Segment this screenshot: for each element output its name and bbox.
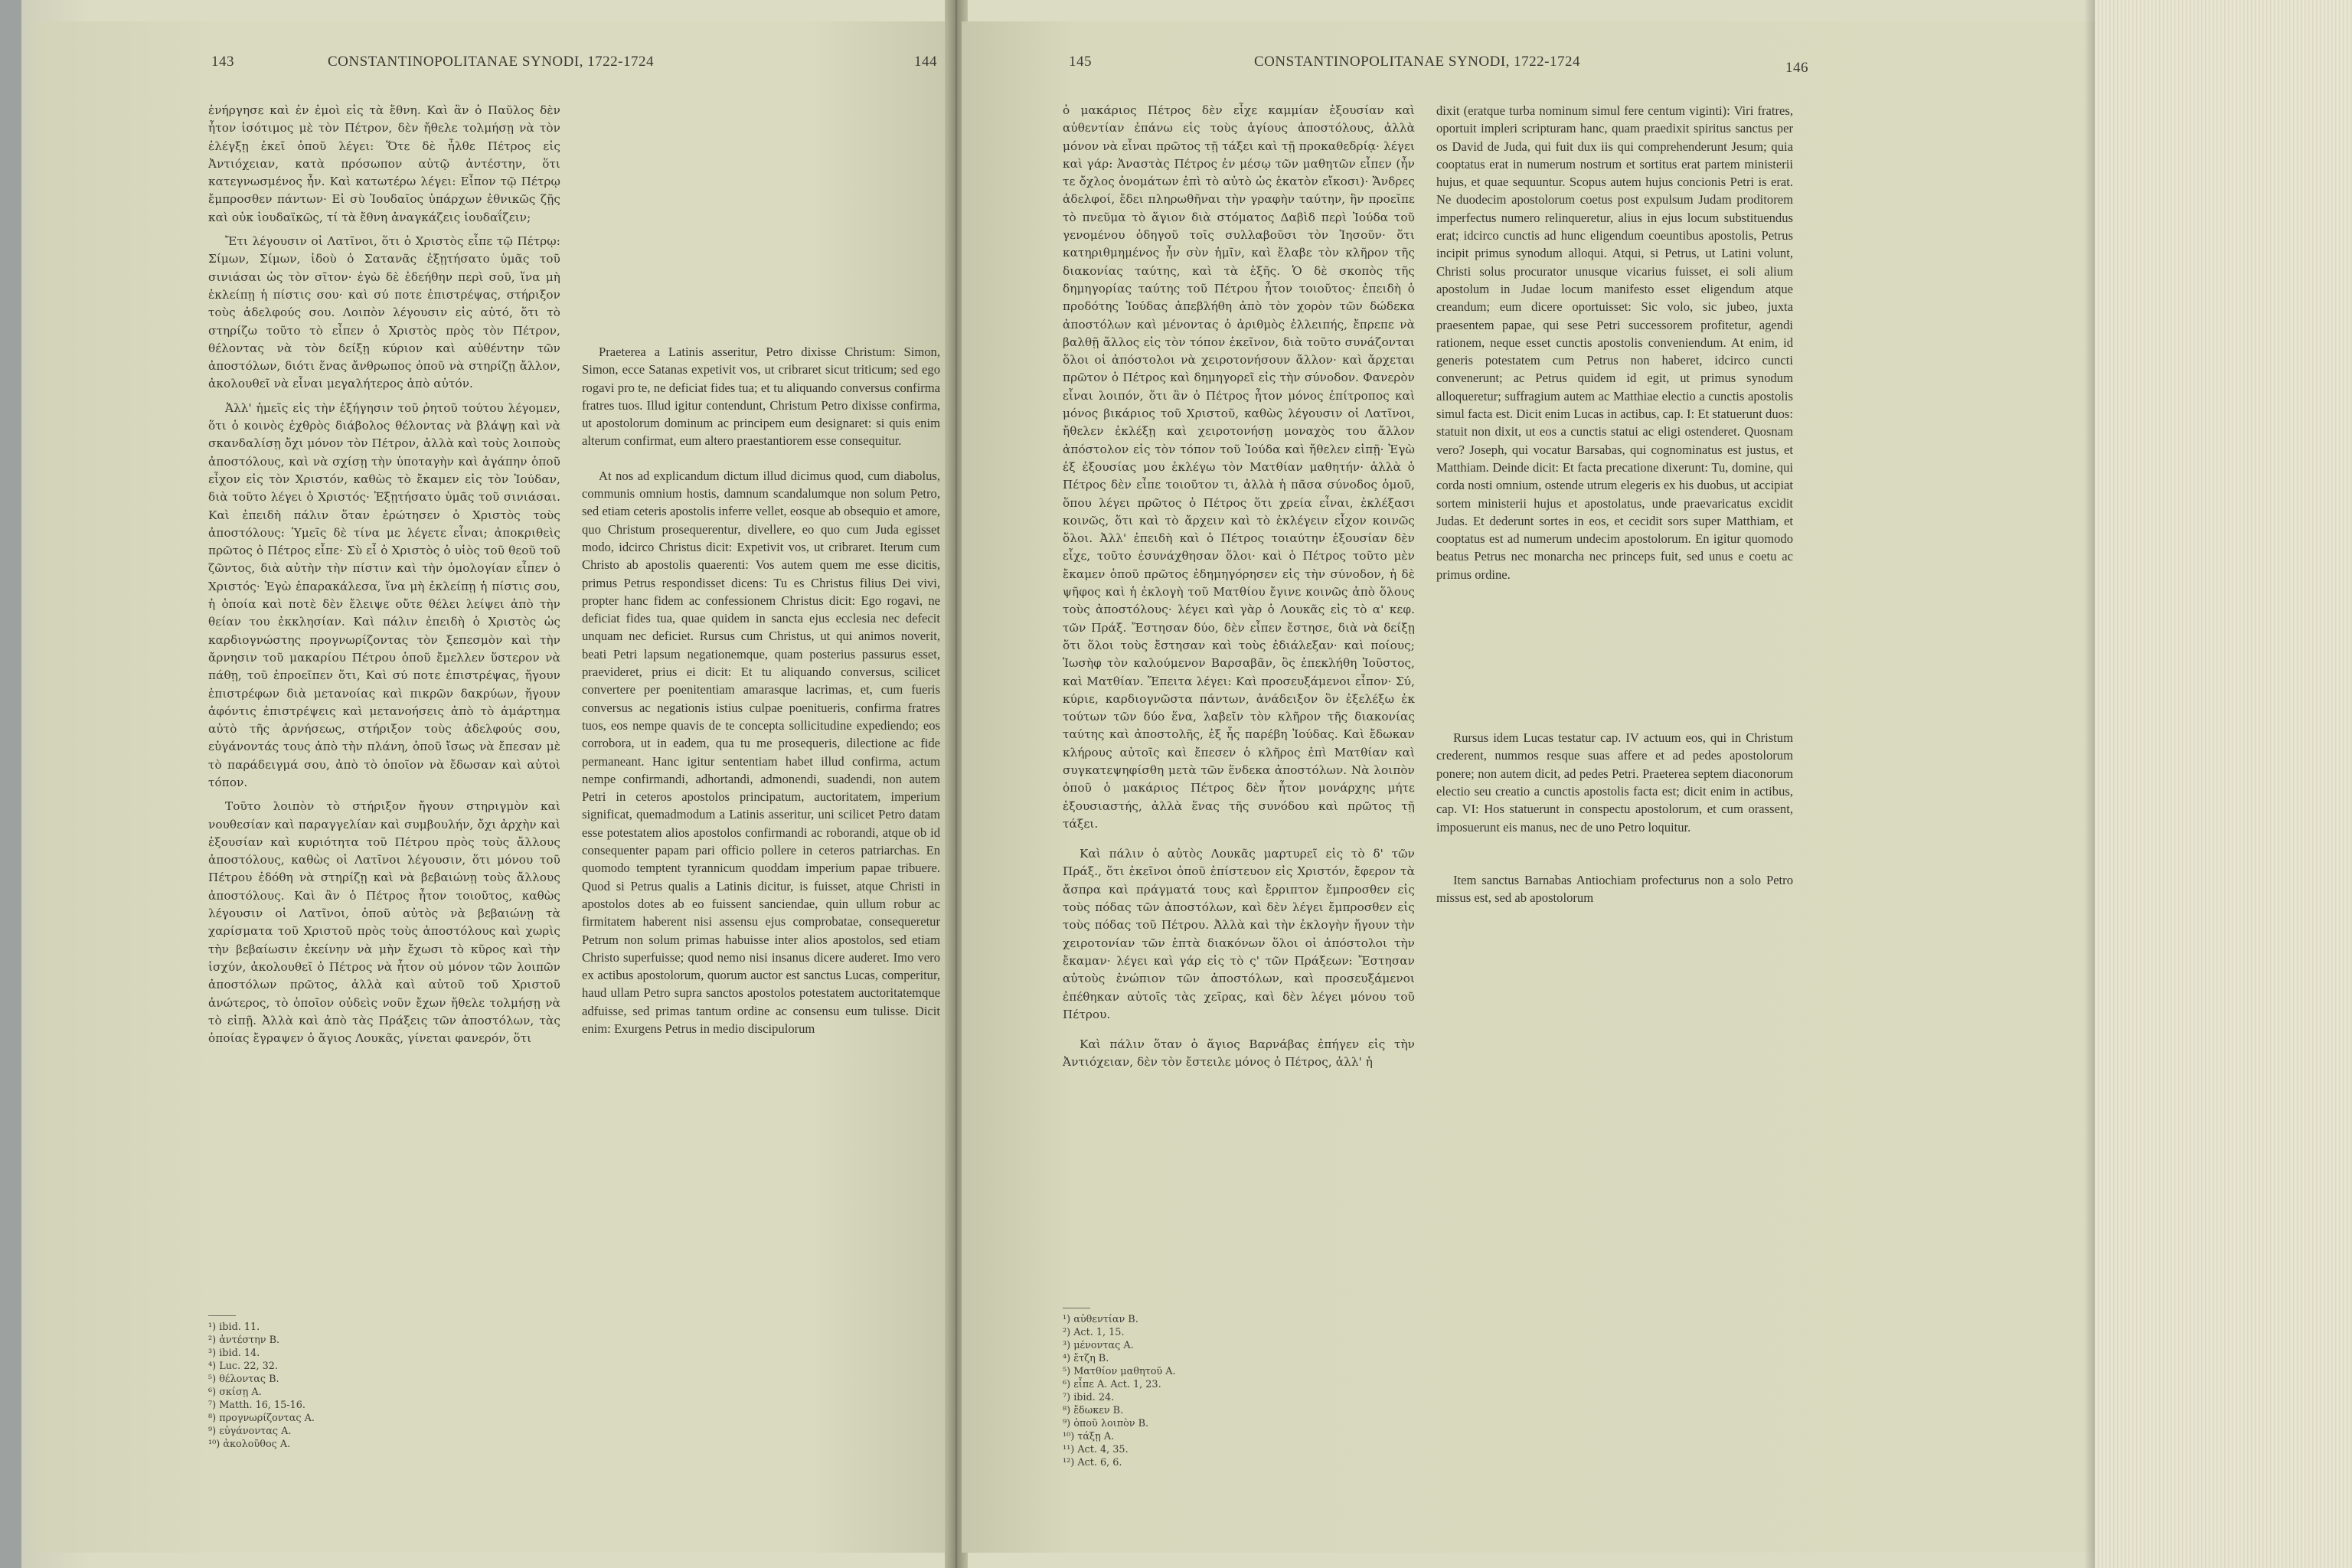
footnote: ¹) ibid. 11. [208, 1321, 260, 1333]
latin-paragraph: Rursus idem Lucas testatur cap. IV actuum eos, qui in Christum crederent, nummos resque suas affere et ad pedes apostolorum ponere; non autem dicit, ad pedes Petri. Praeterea septem diaconorum electio seu creatio a cunctis apostolis facta est; dicit enim in actibus, cap. VI: Hos statuerunt in conspectu apostolorum, et cum orassent, imposuerunt eis manus, nec de uno Petro loquitur. [1436, 730, 1793, 835]
footnote: ¹¹) Act. 4, 35. [1063, 1444, 1129, 1455]
page-number-146: 146 [1785, 60, 1808, 76]
footnote: ¹) αὐθεντίαν B. [1063, 1314, 1138, 1325]
footnotes [208, 1315, 315, 1451]
footnote: ⁵) Ματθίον μαθητοῦ A. [1063, 1366, 1176, 1377]
footnote: ¹²) Act. 6, 6. [1063, 1457, 1122, 1468]
footnote: ²) ἀντέστην B. [208, 1334, 280, 1346]
left-running-head [35, 54, 946, 77]
greek-paragraph: Ἔτι λέγουσιν οἱ Λατῖνοι, ὅτι ὁ Χριστὸς εἶπε τῷ Πέτρῳ: Σίμων, Σίμων, ἰδοὺ ὁ Σατανᾶς ἐξῃτήσατο ὑμᾶς τοῦ σινιάσαι ὡς τὸν σῖτον· ἐγὼ δὲ ἐδεήθην περὶ σοῦ, ἵνα μὴ ἐκλείπῃ ἡ πίστις σου· καὶ σύ ποτε ἐπιστρέψας, στήριξον τοὺς ἀδελφούς σου. Λοιπὸν λέγουσιν εἰς αὐτό, ὅτι τὸ στηρίζω τοῦτο τὸ εἶπεν ὁ Χριστὸς πρὸς τὸν Πέτρον, θέλοντας νὰ τὸν δείξῃ κύριον καὶ αὐθέντην τῶν ἀποστόλων, διότι ἕνας ἄνθρωπος ὁποῦ νὰ στηρίζῃ ἄλλον, ἀκολουθεῖ νὰ εἶναι μεγαλήτερος ἀπὸ αὐτόν. [208, 234, 560, 391]
greek-column [208, 102, 560, 1054]
right-running-head [962, 54, 2095, 77]
greek-paragraph: Τοῦτο λοιπὸν τὸ στήριξον ἤγουν στηριγμὸν καὶ νουθεσίαν καὶ παραγγελίαν καὶ συμβουλήν, ὄχι ἀρχὴν καὶ ἐξουσίαν καὶ κυριότητα τοῦ Πέτρου πρὸς τοὺς ἄλλους ἀποστόλους, καθὼς οἱ Λατῖνοι λέγουσιν, ὅτι μόνου τοῦ Πέτρου ἐδόθη νὰ στηρίζῃ καὶ νὰ βεβαιώνῃ τοὺς ἄλλους ἀποστόλους. Καὶ ἂν ὁ Πέτρος ἦτον τοιοῦτος, καθὼς λέγουσιν οἱ Λατῖνοι, ὁποῦ αὐτὸς νὰ βεβαιώνῃ τὰ χαρίσματα τοῦ Χριστοῦ πρὸς τοὺς ἀποστόλους καὶ χωρὶς τὴν βεβαίωσιν ἐκείνην νὰ μὴν ἔχωσι τὸ κῦρος καὶ τὴν ἰσχύν, ἀκολουθεῖ ὁ Πέτρος νὰ ἦτον οὐ μόνον τῶν λοιπῶν ἀποστόλων πρῶτος, ἀλλὰ καὶ αὐτοῦ τοῦ Χριστοῦ ἀνώτερος, τὸ ὁποῖον οὐδεὶς νοῦν ἔχων ἤθελε τολμήσῃ νὰ τὸ εἰπῇ. Ἀλλὰ καὶ ἀπὸ τὰς Πράξεις τῶν ἀποστόλων, τὰς ὁποίας ἔγραψεν ὁ ἅγιος Λουκᾶς, γίνεται φανερόν, ὅτι [208, 799, 560, 1046]
footnote: ⁸) ἔδωκεν B. [1063, 1405, 1124, 1416]
running-title: CONSTANTINOPOLITANAE SYNODI, 1722-1724 [1253, 54, 1580, 70]
latin-column [582, 343, 940, 1044]
page-number-144: 144 [914, 54, 937, 70]
greek-paragraph: Ἀλλ' ἡμεῖς εἰς τὴν ἐξήγησιν τοῦ ῥητοῦ τούτου λέγομεν, ὅτι ὁ κοινὸς ἐχθρὸς διάβολος θέλοντας νὰ βλάψῃ καὶ νὰ σκανδαλίσῃ ὄχι μόνον τὸν Πέτρον, ἀλλὰ καὶ τοὺς λοιποὺς ἀποστόλους, καὶ νὰ σχίσῃ τὴν ὑποταγὴν καὶ ἀγάπην ὁποῦ εἶχον εἰς τὸν Χριστόν, καθὼς τὸ ἔκαμεν εἰς τὸν Ἰούδαν, διὰ τοῦτο λέγει ὁ Χριστός· Ἐξῃτήσατο ὑμᾶς τοῦ σινιάσαι. Καὶ ἐπειδὴ πάλιν ὅταν ἐρώτησεν ὁ Χριστὸς τοὺς ἀποστόλους: Ὑμεῖς δὲ τίνα με λέγετε εἶναι; ἀποκριθεὶς πρῶτος ὁ Πέτρος εἶπε· Σὺ εἶ ὁ Χριστὸς ὁ υἱὸς τοῦ θεοῦ τοῦ ζῶντος, διὰ αὐτὴν τὴν πίστιν καὶ τὴν ὁμολογίαν εἶπεν ὁ Χριστός· Ἐγὼ ἐπαρακάλεσα, ἵνα μὴ ἐκλείπῃ ἡ πίστις σου, ἡ ὁποία καὶ ποτὲ δὲν ἔλειψε οὔτε θέλει λείψει ἀπὸ τὴν θείαν του ἐκκλησίαν. Καὶ πάλιν ἐπειδὴ ὁ Χριστὸς ὡς καρδιογνώστης προγνωρίζοντας τὸν ξεπεσμὸν καὶ τὴν ἄρνησιν τοῦ μακαρίου Πέτρου ὁποῦ ἔμελλεν ὕστερον νὰ πάθῃ, τοῦ ἐπροεῖπεν ὅτι, Καὶ σύ ποτε ἐπιστρέψας, ἤγουν ἐπιστρέφων διὰ μετανοίας καὶ πικρῶν δακρύων, ἤγουν ἀφόντις ἐπιστρέψεις καὶ μετανοήσεις ἀπὸ τὸ ἁμάρτημα αὐτὸ τῆς ἀρνήσεως, στήριξον τοὺς ἀδελφούς σου, εὐγάνοντάς τους ἀπὸ τὴν πλάνη, ὁποῦ ἴσως νὰ ἔπεσαν μὲ τὸ παράδειγμά σου, ἀπὸ τὸ ὁποῖον νὰ ἔδωσαν καὶ αὐτοὶ τόπον. [208, 400, 560, 789]
footnote: ⁴) ἔτζη B. [1063, 1353, 1109, 1364]
left-page [35, 21, 946, 1553]
footnote: ⁵) θέλοντας B. [208, 1374, 279, 1385]
greek-paragraph: ἐνήργησε καὶ ἐν ἐμοὶ εἰς τὰ ἔθνη. Καὶ ἂν ὁ Παῦλος δὲν ἦτον ἰσότιμος μὲ τὸν Πέτρον, δὲν ἤθελε τολμήσῃ νὰ τὸν ἐλέγξῃ ἐκεῖ ὁποῦ λέγει: Ὅτε δὲ ἦλθε Πέτρος εἰς Ἀντιόχειαν, κατὰ πρόσωπον αὐτῷ ἀντέστην, ὅτι κατεγνωσμένος ἦν. Καὶ κατωτέρω λέγει: Εἶπον τῷ Πέτρῳ ἔμπροσθεν πάντων· Εἰ σὺ Ἰουδαῖος ὑπάρχων ἐθνικῶς ζῇς καὶ οὐκ ἰουδαϊκῶς, τί τὰ ἔθνη ἀναγκάζεις ἰουδαΐζειν; [208, 103, 560, 224]
open-book [21, 0, 2352, 1568]
greek-paragraph: ὁ μακάριος Πέτρος δὲν εἶχε καμμίαν ἐξουσίαν καὶ αὐθεντίαν ἐπάνω εἰς τοὺς ἁγίους ἀποστόλους, ἀλλὰ μόνον νὰ εἶναι πρῶτος τῇ τάξει καὶ τῇ προκαθεδρίᾳ· λέγει καὶ γάρ: Ἀναστὰς Πέτρος ἐν μέσῳ τῶν μαθητῶν εἶπεν (ἦν τε ὄχλος ὀνομάτων ἐπὶ τὸ αὐτὸ ὡς ἑκατὸν εἴκοσι)· Ἄνδρες ἀδελφοί, ἔδει πληρωθῆναι τὴν γραφὴν ταύτην, ἣν προεῖπε τὸ πνεῦμα τὸ ἅγιον διὰ στόματος Δαβὶδ περὶ Ἰούδα τοῦ γενομένου ὁδηγοῦ τοῖς συλλαβοῦσι τὸν Ἰησοῦν· ὅτι κατηριθμημένος ἦν σὺν ἡμῖν, καὶ ἔλαβε τὸν κλῆρον τῆς διακονίας ταύτης, καὶ τὰ ἑξῆς. Ὁ δὲ σκοπὸς τῆς δημηγορίας ταύτης τοῦ Πέτρου ἦτον τοιοῦτος· ἐπειδὴ ὁ προδότης Ἰούδας ἀπεβλήθη ἀπὸ τὸν χορὸν τῶν δώδεκα ἀποστόλων καὶ μένοντας ὁ ἀριθμὸς ἐλλειπής, ἔπρεπε νὰ βαλθῇ ἄλλος εἰς τὸν τόπον ἐκεῖνον, διὰ τοῦτο συνάζονται ὅλοι οἱ ἀπόστολοι νὰ χειροτονήσουν ἄλλον· καὶ ἄρχεται πρῶτον ὁ Πέτρος καὶ δημηγορεῖ εἰς τὴν σύνοδον. Φανερὸν εἶναι λοιπόν, ὅτι ἂν ὁ Πέτρος ἦτον μόνος ἐπίτροπος καὶ μόνος βικάριος τοῦ Χριστοῦ, καθὼς λέγουσιν οἱ Λατῖνοι, ἤθελεν ἐκλέξῃ καὶ χειροτονήσῃ μοναχὸς του ἄλλον ἀπόστολον εἰς τὸν τόπον τοῦ Ἰούδα καὶ ἤθελεν εἰπῇ· Ἐγὼ ἐξ ἐξουσίας μου ἐκλέγω τὸν Ματθίαν μαθητήν· ἀλλὰ ὁ Πέτρος δὲν εἶπε τοιοῦτον τι, ἀλλὰ ἡ πᾶσα σύνοδος ὁμοῦ, ὅπου λέγει πρῶτος ὁ Πέτρος ὅτι χρεία εἶναι, ἐκλέξασι κοινῶς, ὅτι καὶ τὸ ἄρχειν καὶ τὸ ἐκλέγειν εἶχον κοινῶς ὅλοι. Ἀλλ' ἐπειδὴ καὶ ὁ Πέτρος τοιαύτην ἐξουσίαν δὲν εἶχε, τοῦτο ἐσυνάχθησαν ὅλοι· καὶ ὁ Πέτρος τοῦτο μὲν ἔκαμεν ὁποῦ πρῶτος ἐδημηγόρησεν εἰς τὴν σύνοδον, ἡ δὲ ψῆφος καὶ ἡ ἐκλογὴ τοῦ Ματθίου ἔγινε κοινῶς ἀπὸ ὅλους τοὺς ἀποστόλους· λέγει καὶ γὰρ ὁ Λουκᾶς εἰς τὸ α' κεφ. τῶν Πράξ. Ἔστησαν δύο, δὲν εἶπεν ἔστησε, διὰ νὰ δείξῃ ὅτι ὅλοι τοὺς ἔστησαν καὶ τοὺς ἐδιάλεξαν· καὶ ποίους; Ἰωσὴφ τὸν καλούμενον Βαρσαβᾶν, ὃς ἐπεκλήθη Ἰοῦστος, καὶ Ματθίαν. Ἔπειτα λέγει: Καὶ προσευξάμενοι εἶπον· Σύ, κύριε, καρδιογνῶστα πάντων, ἀνάδειξον ὃν ἐξελέξω ἐκ τούτων τῶν δύο ἕνα, λαβεῖν τὸν κλῆρον τῆς διακονίας ταύτης καὶ ἀποστολῆς, ἐξ ἧς παρέβη Ἰούδας. Καὶ ἔδωκαν κλήρους αὐτοῖς καὶ ἔπεσεν ὁ κλῆρος ἐπὶ Ματθίαν καὶ συγκατεψηφίσθη μετὰ τῶν ἕνδεκα ἀποστόλων. Νὰ λοιπὸν ὁποῦ ὁ μακάριος Πέτρος δὲν ἦτον μονάρχης μήτε ἐξουσιαστής, ἀλλὰ ἕνας τῆς συνόδου καὶ πρῶτος τῇ τάξει. [1063, 103, 1415, 831]
footnote: ⁶) σκίσῃ A. [208, 1387, 262, 1398]
running-title: CONSTANTINOPOLITANAE SYNODI, 1722-1724 [327, 54, 654, 70]
footnote: ³) μένοντας A. [1063, 1340, 1134, 1351]
page-number-145: 145 [1069, 54, 1092, 70]
footnote: ⁷) Matth. 16, 15-16. [208, 1400, 305, 1411]
greek-paragraph: Καὶ πάλιν ὁ αὐτὸς Λουκᾶς μαρτυρεῖ εἰς τὸ δ' τῶν Πράξ., ὅτι ἐκεῖνοι ὁποῦ ἐπίστευον εἰς Χριστόν, ἔφερον τὰ ἄσπρα καὶ πράγματά τους καὶ ἔρριπτον ἔμπροσθεν εἰς τοὺς πόδας τῶν ἀποστόλων, καὶ δὲν λέγει ἔμπροσθεν εἰς τοὺς πόδας τοῦ Πέτρου. Ἀλλὰ καὶ τὴν ἐκλογὴν ἤγουν τὴν χειροτονίαν τῶν ἑπτὰ διακόνων ὅλοι οἱ ἀπόστολοι τὴν ἔκαμαν· λέγει καὶ γάρ εἰς τὸ ς' τῶν Πράξεων: Ἔστησαν αὐτοὺς ἐνώπιον τῶν ἀποστόλων, καὶ προσευξάμενοι ἐπέθηκαν αὐτοῖς τὰς χεῖρας, καὶ δὲν λέγει μόνου τοῦ Πέτρου. [1063, 847, 1415, 1021]
latin-paragraph: dixit (eratque turba nominum simul fere centum viginti): Viri fratres, oportuit impleri scripturam hanc, quam praedixit spiritus sanctus per os David de Juda, qui fuit dux iis qui comprehenderunt Jesum; quia cooptatus erat in numerum nostrum et sortitus erat partem ministerii hujus, et quae sequuntur. Scopus autem hujus concionis Petri is erat. Ne duodecim apostolorum coetus post expulsum Judam proditorem imperfectus numero relinqueretur, alius in ejus locum substituendus erat; idcirco cunctis ad hunc eligendum coeuntibus apostolis, Petrus incipit primus synodum alloqui. Atqui, si Petrus, ut Latini volunt, Christi solus procurator unusque vicarius fuisset, ei soli alium apostolum in Judae locum manifesto esset eligendum atque creandum; eum dicere oportuisset: Sic volo, sic jubeo, juxta praesentem papae, qui sese Petri successorem profitetur, agendi rationem, neque esset cunctis apostolis conveniendum. At enim, id generis potestatem cum Petrus non haberet, idcirco cuncti convenerunt; ac Petrus quidem id egit, ut primus synodum alloqueretur; suffragium autem ac Matthiae electio a cunctis apostolis simul facta est. Dicit enim Lucas in actibus, cap. I: Et statuerunt duos: statuit non dixit, ut eos a cunctis statui ac eligi ostenderet. Quosnam vero? Joseph, qui vocatur Barsabas, qui cognominatus est justus, et Matthiam. Deinde dicit: Et facta precatione dixerunt: Tu, domine, qui corda nosti omnium, ostende utrum elegeris ex his duobus, ut accipiat sortem ministerii hujus et apostolatus, unde praevaricatus excidit Judas. Et dederunt sortes in eos, et cecidit sors super Matthiam, et cooptatus est ad numerum undecim apostolorum. En igitur quomodo beatus Petrus nec monarcha nec princeps fuit, sed unus e coetu ac primus ordine. [1436, 103, 1793, 582]
book-page-edges [2095, 0, 2352, 1568]
latin-paragraph: At nos ad explicandum dictum illud dicimus quod, cum diabolus, communis omnium hostis, damnum scandalumque non solum Petro, sed etiam ceteris apostolis inferre vellet, eosque ab obsequio et amore, quo Christum prosequerentur, divellere, eo quo cum Juda egisset modo, idcirco Christus dicit: Expetivit vos, ut cribraret. Iterum cum Christo ab apostolis quaerenti: Vos autem quem me esse dicitis, primus Petrus respondisset dicens: Tu es Christus filius Dei vivi, propter hanc fidem ac confessionem Christus dicit: Ego rogavi, ne deficiat fides tua, quae quidem in sancta ejus ecclesia nec defecit unquam nec deficiet. Rursus cum Christus, ut qui animos noverit, beati Petri lapsum negationemque, quam posterius passurus esset, praevideret, prius ei dicit: Et tu aliquando conversus, scilicet convertere per poenitentiam amarasque lacrimas, et, cum fueris conversus ac negationis istius culpae poenitueris, confirma fratres tuos, eos nempe quavis de te concepta sollicitudine expediendo; eos corrobora, ut in eadem, qua tu me prosequeris, dilectione ac fide permaneant. Hanc igitur sententiam habet illud confirma, actum nempe confirmandi, adhortandi, admonendi, suadendi, non autem Petri in ceteros apostolos principatum, auctoritatem, imperium significat, quemadmodum a Latinis asseritur, uni scilicet Petro datam esse potestatem alios apostolos confirmandi ac roborandi, atque ob id consequenter papam pari officio pollere in ceteros patriarchas. En quomodo temptent tyrannicum quoddam imperium papae tribuere. Quod si Petrus qualis a Latinis dicitur, is fuisset, atque Christi in apostolos dotes ab eo fuissent sanciendae, quin ullum robur ac firmitatem haberent nisi assensu ejus comprobatae, consequeretur Petrum non solum primas habuisse inter alios apostolos, sed etiam Christo superfuisse; quod nemo nisi insanus dicere auderet. Imo vero ex actibus apostolorum, quorum auctor est sanctus Lucas, comperitur, haud ullam Petro supra sanctos apostolos potestatem auctoritatemque adfuisse, sed primas tantum ordine ac consensu eum tulisse. Dicit enim: Exurgens Petrus in medio discipulorum [582, 468, 940, 1036]
greek-paragraph: Καὶ πάλιν ὅταν ὁ ἅγιος Βαρνάβας ἐπήγεν εἰς τὴν Ἀντιόχειαν, δὲν τὸν ἔστειλε μόνος ὁ Πέτρος, ἀλλ' ἡ [1063, 1037, 1415, 1070]
footnotes [1063, 1308, 1176, 1469]
latin-paragraph: Praeterea a Latinis asseritur, Petro dixisse Christum: Simon, Simon, ecce Satanas expetivit vos, ut cribraret sicut triticum; sed ego rogavi pro te, ne deficiat fides tua; et tu aliquando conversus confirma fratres tuos. Illud igitur contendunt, Christum Petro dixisse confirma, ut apostolorum dominum ac principem eum designaret: si quis enim alterum confirmat, eum altero praestantiorem esse consequitur. [582, 345, 940, 449]
footnote: ⁹) εὐγάνοντας A. [208, 1426, 292, 1437]
footnote: ¹⁰) ἀκολοῦθος A. [208, 1439, 291, 1450]
footnote-rule [208, 1315, 236, 1316]
footnote: ³) ibid. 14. [208, 1348, 260, 1359]
footnote: ⁴) Luc. 22, 32. [208, 1361, 279, 1372]
latin-column [1436, 102, 1793, 913]
page-edge-shadow [2084, 0, 2095, 1568]
right-page [962, 21, 2095, 1553]
footnote: ¹⁰) τάξῃ A. [1063, 1431, 1115, 1442]
latin-paragraph: Item sanctus Barnabas Antiochiam profecturus non a solo Petro missus est, sed ab apostolorum [1436, 872, 1793, 906]
footnote: ⁶) εἶπε A. Act. 1, 23. [1063, 1379, 1161, 1390]
page-number-143: 143 [211, 54, 234, 70]
footnote: ⁷) ibid. 24. [1063, 1392, 1115, 1403]
footnote: ²) Act. 1, 15. [1063, 1327, 1125, 1338]
footnote: ⁹) ὁποῦ λοιπὸν B. [1063, 1418, 1149, 1429]
greek-column [1063, 102, 1415, 1078]
footnote: ⁸) προγνωρίζοντας A. [208, 1413, 315, 1424]
